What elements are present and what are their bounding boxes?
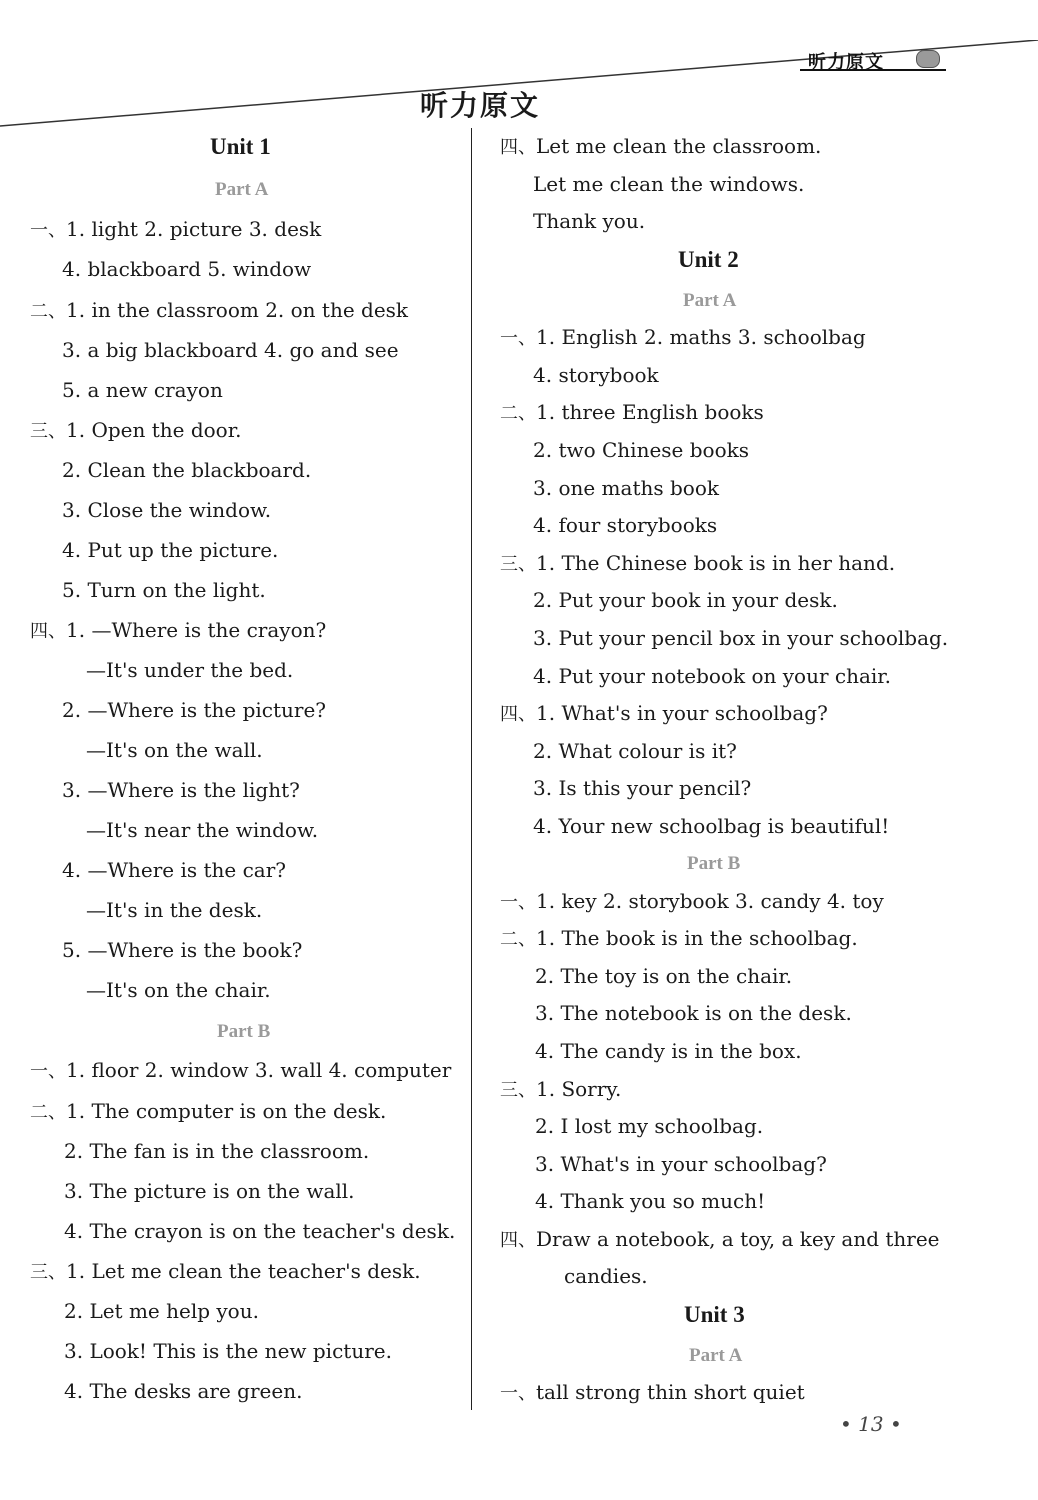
list-item: [533, 209, 645, 233]
list-item: [533, 513, 717, 537]
list-item: [500, 1227, 940, 1253]
list-item: [62, 698, 326, 722]
list-item: [62, 257, 311, 281]
list-item: [533, 664, 891, 688]
item-text: 1. English 2. maths 3. schoolbag: [536, 325, 866, 349]
list-item: [64, 1299, 259, 1323]
item-text: —It's under the bed.: [86, 658, 294, 682]
list-item: [535, 1039, 802, 1063]
item-text: 4. Put your notebook on your chair.: [533, 664, 892, 688]
item-text: 4. four storybooks: [533, 513, 718, 537]
item-text: 4. —Where is the car?: [62, 858, 287, 882]
header-section-label: 听力原文: [808, 52, 884, 73]
list-item: [64, 1179, 355, 1203]
item-text: 1. The Chinese book is in her hand.: [536, 551, 896, 575]
list-item: [535, 1114, 763, 1138]
list-item: [62, 378, 223, 402]
item-text: 5. a new crayon: [62, 378, 223, 402]
list-item: [533, 776, 751, 800]
item-text: 3. Put your pencil box in your schoolbag.: [533, 626, 949, 650]
list-item: [64, 1139, 369, 1163]
list-item: [535, 964, 792, 988]
item-text: 2. The toy is on the chair.: [535, 964, 793, 988]
item-text: 4. blackboard 5. window: [62, 257, 312, 281]
item-text: 2. What colour is it?: [533, 739, 737, 763]
item-text: 4. Your new schoolbag is beautiful!: [533, 814, 890, 838]
list-item: [86, 818, 318, 842]
list-item: [564, 1264, 648, 1288]
item-text: 1. light 2. picture 3. desk: [66, 217, 322, 241]
page-title: 听力原文: [419, 89, 540, 122]
list-item: [62, 578, 266, 602]
item-text: 5. Turn on the light.: [62, 578, 266, 602]
item-text: tall strong thin short quiet: [536, 1380, 805, 1404]
item-text: 3. The picture is on the wall.: [64, 1179, 355, 1203]
item-marker: 四、: [500, 137, 536, 158]
unit-3-title: Unit 3: [684, 1302, 745, 1327]
list-item: [533, 476, 719, 500]
item-text: Thank you.: [533, 209, 646, 233]
item-text: 5. —Where is the book?: [62, 938, 303, 962]
item-text: 1. Let me clean the teacher's desk.: [66, 1259, 421, 1283]
item-text: 4. The candy is in the box.: [535, 1039, 802, 1063]
item-text: Let me clean the classroom.: [536, 134, 822, 158]
list-item: [500, 926, 858, 952]
item-text: 3. a big blackboard 4. go and see: [62, 338, 399, 362]
item-text: 1. key 2. storybook 3. candy 4. toy: [536, 889, 884, 913]
item-text: —It's near the window.: [86, 818, 319, 842]
page-number: • 13 •: [840, 1412, 902, 1436]
list-item: [30, 1259, 421, 1285]
list-item: [533, 739, 737, 763]
list-item: [62, 858, 286, 882]
item-marker: 四、: [500, 1230, 536, 1251]
item-text: 1. floor 2. window 3. wall 4. computer: [66, 1058, 452, 1082]
item-marker: 一、: [500, 1383, 536, 1404]
list-item: [62, 458, 311, 482]
list-item: [86, 738, 263, 762]
item-text: 3. What's in your schoolbag?: [535, 1152, 827, 1176]
item-text: 1. What's in your schoolbag?: [536, 701, 828, 725]
header-decoration-icon: [916, 50, 940, 68]
item-text: 1. in the classroom 2. on the desk: [66, 298, 409, 322]
item-text: Draw a notebook, a toy, a key and three: [536, 1227, 940, 1251]
unit-2-title: Unit 2: [678, 247, 739, 272]
column-divider: [471, 128, 472, 1410]
list-item: [62, 498, 271, 522]
item-text: 2. —Where is the picture?: [62, 698, 327, 722]
list-item: [533, 438, 749, 462]
list-item: [533, 363, 659, 387]
list-item: [500, 400, 764, 426]
item-text: 4. The desks are green.: [64, 1379, 303, 1403]
item-text: 3. one maths book: [533, 476, 719, 500]
list-item: [30, 618, 326, 644]
item-text: 2. Let me help you.: [64, 1299, 259, 1323]
page-number-value: 13: [858, 1412, 884, 1436]
item-marker: 一、: [30, 220, 66, 241]
list-item: [533, 626, 948, 650]
item-marker: 三、: [500, 554, 536, 575]
item-text: 3. Is this your pencil?: [533, 776, 752, 800]
unit-1-title: Unit 1: [210, 134, 271, 159]
list-item: [86, 978, 271, 1002]
item-marker: 二、: [500, 403, 536, 424]
item-text: —It's on the wall.: [86, 738, 263, 762]
item-text: 3. —Where is the light?: [62, 778, 300, 802]
item-marker: 二、: [500, 929, 536, 950]
unit-1-part-a-title: Part A: [215, 179, 269, 200]
item-text: 3. Look! This is the new picture.: [64, 1339, 392, 1363]
list-item: [533, 814, 889, 838]
unit-1-part-b-title: Part B: [217, 1021, 271, 1042]
item-text: —It's in the desk.: [86, 898, 263, 922]
item-text: 3. The notebook is on the desk.: [535, 1001, 852, 1025]
list-item: [500, 1077, 621, 1103]
list-item: [533, 588, 838, 612]
item-text: 2. The fan is in the classroom.: [64, 1139, 370, 1163]
item-text: 4. Thank you so much!: [535, 1189, 766, 1213]
unit-2-part-a-title: Part A: [683, 290, 737, 311]
list-item: [533, 172, 804, 196]
list-item: [535, 1152, 827, 1176]
item-marker: 一、: [500, 328, 536, 349]
item-text: 4. The crayon is on the teacher's desk.: [64, 1219, 456, 1243]
list-item: [30, 298, 408, 324]
item-text: 2. two Chinese books: [533, 438, 750, 462]
item-text: 1. Sorry.: [536, 1077, 622, 1101]
item-marker: 二、: [30, 301, 66, 322]
list-item: [30, 1058, 451, 1084]
item-text: 1. The book is in the schoolbag.: [536, 926, 858, 950]
item-text: —It's on the chair.: [86, 978, 271, 1002]
list-item: [500, 1380, 805, 1406]
list-item: [500, 701, 828, 727]
list-item: [62, 538, 278, 562]
item-marker: 四、: [30, 621, 66, 642]
unit-3-part-a-title: Part A: [689, 1345, 743, 1366]
list-item: [86, 898, 262, 922]
item-text: candies.: [564, 1264, 648, 1288]
list-item: [62, 938, 302, 962]
list-item: [64, 1339, 392, 1363]
list-item: [64, 1379, 302, 1403]
item-text: 1. Open the door.: [66, 418, 242, 442]
item-text: 3. Close the window.: [62, 498, 272, 522]
unit-2-part-b-title: Part B: [687, 853, 741, 874]
list-item: [500, 325, 866, 351]
item-marker: 三、: [500, 1080, 536, 1101]
item-marker: 二、: [30, 1102, 66, 1123]
item-text: 4. storybook: [533, 363, 659, 387]
list-item: [62, 338, 399, 362]
item-text: 2. Put your book in your desk.: [533, 588, 838, 612]
list-item: [30, 418, 241, 444]
list-item: [30, 1099, 386, 1125]
item-text: 1. —Where is the crayon?: [66, 618, 327, 642]
list-item: [500, 134, 821, 160]
list-item: [64, 1219, 455, 1243]
list-item: [86, 658, 293, 682]
item-text: 2. Clean the blackboard.: [62, 458, 312, 482]
list-item: [500, 889, 884, 915]
list-item: [500, 551, 895, 577]
item-marker: 四、: [500, 704, 536, 725]
item-marker: 一、: [500, 892, 536, 913]
item-text: 4. Put up the picture.: [62, 538, 279, 562]
item-marker: 三、: [30, 1262, 66, 1283]
list-item: [62, 778, 300, 802]
item-marker: 一、: [30, 1061, 66, 1082]
item-text: 2. I lost my schoolbag.: [535, 1114, 764, 1138]
list-item: [535, 1001, 852, 1025]
list-item: [535, 1189, 765, 1213]
item-text: 1. three English books: [536, 400, 764, 424]
item-text: 1. The computer is on the desk.: [66, 1099, 387, 1123]
item-marker: 三、: [30, 421, 66, 442]
item-text: Let me clean the windows.: [533, 172, 805, 196]
list-item: [30, 217, 321, 243]
